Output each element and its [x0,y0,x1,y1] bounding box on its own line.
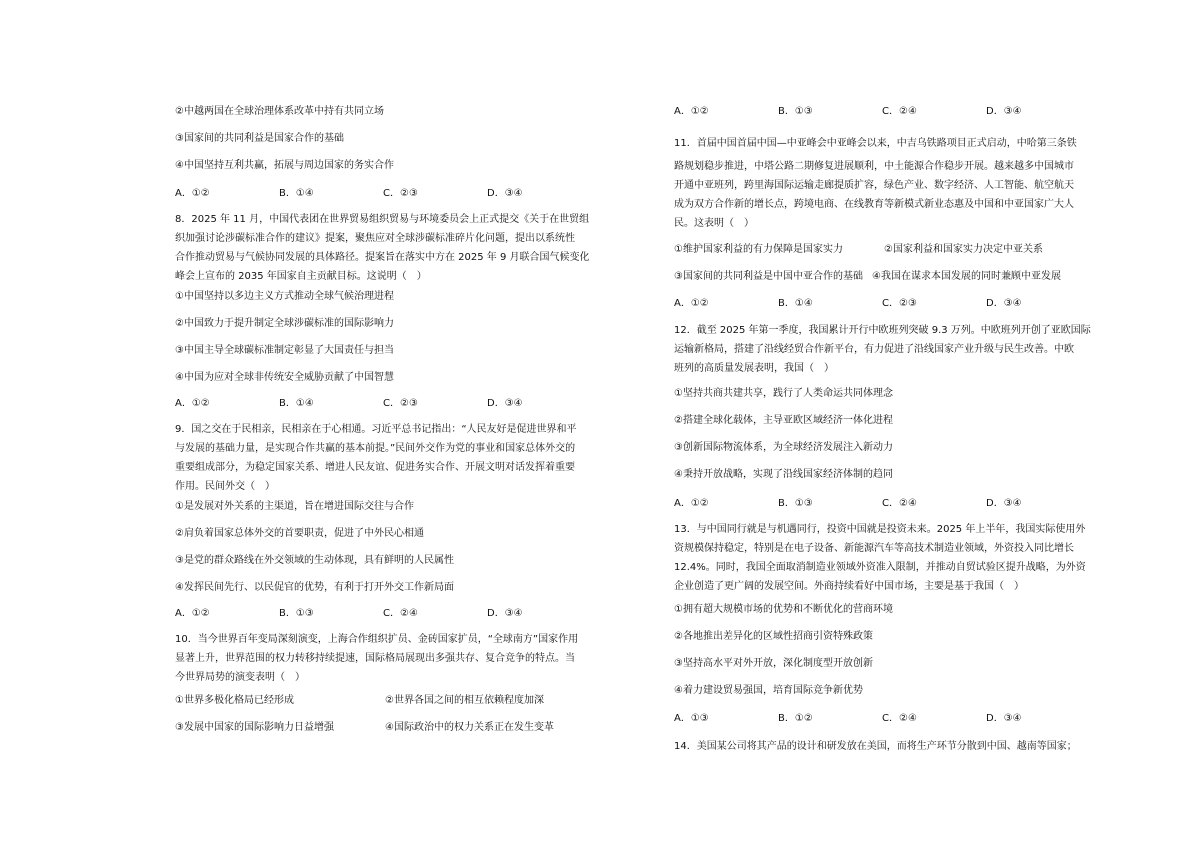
question-line: 9．国之交在于民相亲，民相亲在于心相通。习近平总书记指出：“人民友好是促进世界和平 [175,424,577,435]
option-b: B．①④ [778,298,813,309]
q11-statements-row-2 [674,267,1061,286]
option-b: B．①③ [279,608,314,619]
statement: ②各地推出差异化的区域性招商引资特殊政策 [674,631,873,642]
statement: ④发挥民间先行、以民促官的优势，有利于打开外交工作新局面 [175,582,454,593]
question-line: 13．与中国同行就是与机遇同行，投资中国就是投资未来。2025 年上半年，我国实际使用外 [674,524,1086,535]
question-line: 运输新格局，搭建了沿线经贸合作新平台，有力促进了沿线国家产业升级与民生改善。中欧 [674,344,1074,355]
option-c: C．②④ [882,498,917,509]
statement: ②中越两国在全球治理体系改革中持有共同立场 [175,106,384,117]
statement: ④国际政治中的权力关系正在发生变革 [385,722,554,733]
q9-statements [175,497,535,597]
option-b: B．①③ [778,498,813,509]
option-d: D．③④ [986,713,1022,724]
option-d: D．③④ [487,398,523,409]
statement: ②世界各国之间的相互依赖程度加深 [385,695,544,706]
statement: ③国家间的共同利益是中国中亚合作的基础 [674,271,863,282]
question-line: 与发展的基础力量，是实现合作共赢的基本前提。”民间外交作为党的事业和国家总体外交的 [175,443,576,454]
option-c: C．②③ [383,188,418,199]
statement: ④秉持开放战略，实现了沿线国家经济体制的趋同 [674,469,893,480]
statement: ①是发展对外关系的主渠道，旨在增进国际交往与合作 [175,501,414,512]
question-line: 班列的高质量发展表明，我国（ ） [674,363,834,374]
option-c: C．②④ [383,608,418,619]
statement: ①坚持共商共建共享，践行了人类命运共同体理念 [674,388,893,399]
statement: ④中国坚持互利共赢，拓展与周边国家的务实合作 [175,160,394,171]
q10-statements-row-1 [175,691,544,710]
question-line: 峰会上宣布的 2035 年国家自主贡献目标。这说明（ ） [175,271,427,282]
q13-statements [674,600,1034,700]
option-d: D．③④ [986,106,1022,117]
q13-options [674,709,1034,728]
question-line: 11．首届中国首届中国—中亚峰会中亚峰会以来，中吉乌铁路项目正式启动，中哈第三条铁 [674,138,1077,149]
question-14 [674,737,1077,756]
option-d: D．③④ [487,188,523,199]
statement: ②搭建全球化载体，主导亚欧区域经济一体化进程 [674,415,893,426]
question-line: 路规划稳步推进，中塔公路二期修复进展顺利，中土能源合作稳步开展。越来越多中国城市 [674,161,1074,172]
statement: ④着力建设贸易强国，培育国际竞争新优势 [674,685,863,696]
option-b: B．①④ [279,398,314,409]
option-c: C．②④ [882,106,917,117]
statement: ③坚持高水平对外开放，深化制度型开放创新 [674,658,873,669]
statement: ③中国主导全球碳标准制定彰显了大国责任与担当 [175,345,394,356]
question-line: 资规模保持稳定，特别是在电子设备、新能源汽车等高技术制造业领域，外资投入同比增长 [674,543,1074,554]
question-line: 开通中亚班列，跨里海国际运输走廊提质扩容，绿色产业、数字经济、人工智能、航空航天 [674,180,1074,191]
statement: ②中国致力于提升制定全球涉碳标准的国际影响力 [175,318,394,329]
statement: ③是党的群众路线在外交领域的生动体现，具有鲜明的人民属性 [175,555,454,566]
q10-options [674,102,1034,121]
statement: ①维护国家利益的有力保障是国家实力 [674,244,843,255]
q12-options [674,494,1034,513]
option-d: D．③④ [986,498,1022,509]
question-line: 显著上升，世界范围的权力转移持续提速，国际格局展现出多强共存、复合竞争的特点。当 [175,653,575,664]
question-9 [175,420,577,496]
statement: ①世界多极化格局已经形成 [175,695,294,706]
option-a: A．①② [674,298,709,309]
q8-options [175,394,535,413]
option-d: D．③④ [986,298,1022,309]
q11-options [674,294,1034,313]
question-13 [674,520,1086,596]
question-line: 作用。民间外交（ ） [175,481,275,492]
statement: ④我国在谋求本国发展的同时兼顾中亚发展 [872,271,1061,282]
option-c: C．②③ [383,398,418,409]
statement: ②国家利益和国家实力决定中亚关系 [884,244,1043,255]
question-8 [175,210,590,286]
statement: ③创新国际物流体系，为全球经济发展注入新动力 [674,442,893,453]
question-line: 重要组成部分，为稳定国家关系、增进人民友谊、促进务实合作、开展文明对话发挥着重要 [175,462,575,473]
statement: ③发展中国家的国际影响力日益增强 [175,722,334,733]
option-a: A．①② [175,398,210,409]
question-line: 14．美国某公司将其产品的设计和研发放在美国，而将生产环节分散到中国、越南等国家； [674,741,1077,752]
statement: ③国家间的共同利益是国家合作的基础 [175,133,344,144]
q7-options [175,184,535,203]
question-10 [175,630,579,687]
statement: ①中国坚持以多边主义方式推动全球气候治理进程 [175,291,394,302]
question-12 [674,321,1091,378]
option-a: A．①② [175,188,210,199]
question-line: 8．2025 年 11 月，中国代表团在世界贸易组织贸易与环境委员会上正式提交《关于在世贸组 [175,214,590,225]
question-line: 织加强讨论涉碳标准合作的建议》提案，聚焦应对全球涉碳标准碎片化问题，提出以系统性 [175,233,575,244]
question-line: 企业创造了更广阔的发展空间。外商持续看好中国市场，主要是基于我国（ ） [674,581,1024,592]
statement: ①拥有超大规模市场的优势和不断优化的营商环境 [674,604,893,615]
question-line: 今世界局势的演变表明（ ） [175,672,305,683]
option-c: C．②③ [882,298,917,309]
question-line: 10．当今世界百年变局深刻演变，上海合作组织扩员、金砖国家扩员，“全球南方”国家作用 [175,634,579,645]
q7-statements [175,102,535,175]
question-line: 民。这表明（ ） [674,218,754,229]
option-b: B．①② [778,713,813,724]
question-line: 成为双方合作新的增长点，跨境电商、在线教育等新模式新业态惠及中国和中亚国家广大人 [674,199,1074,210]
option-a: A．①② [175,608,210,619]
option-a: A．①② [674,498,709,509]
q10-statements-row-2 [175,718,554,737]
option-c: C．②④ [882,713,917,724]
question-line: 合作推动贸易与气候协同发展的具体路径。提案旨在落实中方在 2025 年 9 月联合国气候变化 [175,252,590,263]
q11-statements-row-1 [674,240,1043,259]
option-d: D．③④ [487,608,523,619]
statement: ②肩负着国家总体外交的首要职责，促进了中外民心相通 [175,528,424,539]
q12-statements [674,384,1034,484]
option-a: A．①② [674,106,709,117]
q8-statements [175,287,535,387]
question-11 [674,134,1077,233]
option-a: A．①③ [674,713,709,724]
option-b: B．①③ [778,106,813,117]
question-line: 12.4%。同时，我国全面取消制造业领域外资准入限制，并推动自贸试验区提升战略，为外资 [674,562,1086,573]
statement: ④中国为应对全球非传统安全威胁贡献了中国智慧 [175,372,394,383]
question-line: 12．截至 2025 年第一季度，我国累计开行中欧班列突破 9.3 万列。中欧班列开创了亚欧国际 [674,325,1091,336]
q9-options [175,604,535,623]
option-b: B．①④ [279,188,314,199]
